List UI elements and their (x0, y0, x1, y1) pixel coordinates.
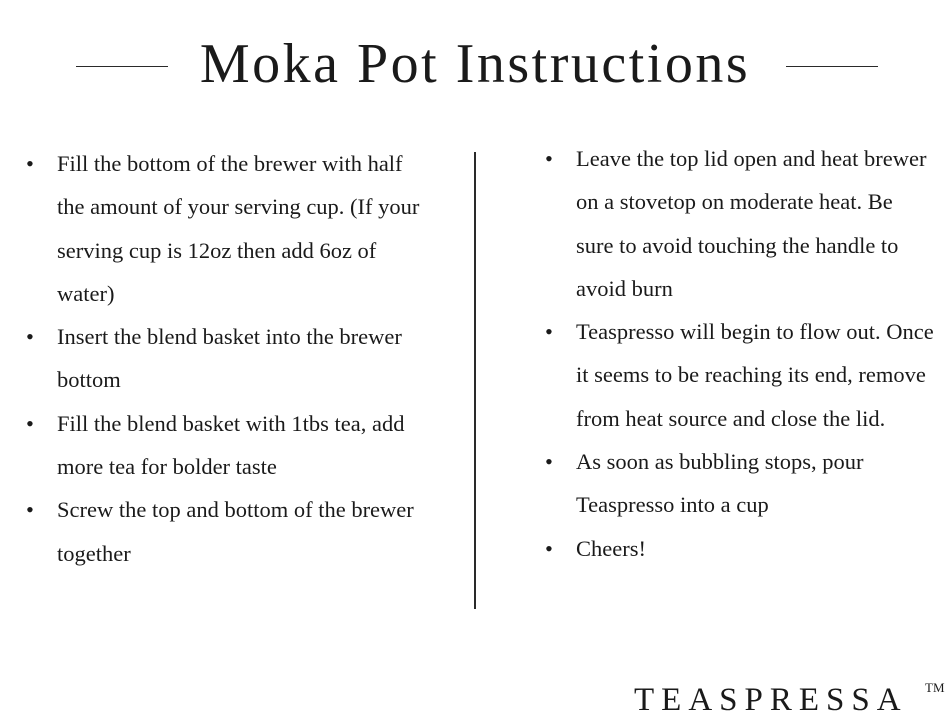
brand-logo-text: TEASPRESSA (634, 682, 908, 718)
column-divider (474, 152, 476, 609)
bullet-icon: • (545, 449, 553, 475)
instruction-step (26, 402, 426, 489)
instruction-step (545, 137, 935, 310)
bullet-icon: • (26, 324, 34, 350)
bullet-icon: • (545, 535, 553, 561)
bullet-icon: • (26, 151, 34, 176)
bullet-icon: • (26, 410, 34, 436)
title-rule-right (786, 66, 878, 67)
instruction-step (545, 310, 935, 440)
instruction-step (545, 527, 935, 570)
instruction-step-text: Leave the top lid open and heat brewer on a stovetop on moderate heat. Be sure to avoid touching the handle to avoid burn (576, 146, 927, 301)
bullet-icon: • (545, 319, 553, 345)
instruction-step-text: Screw the top and bottom of the brewer together (57, 497, 414, 566)
instructions-right-column (545, 137, 935, 570)
instruction-step (545, 440, 935, 527)
instruction-step (26, 488, 426, 575)
instruction-step-text: As soon as bubbling stops, pour Teaspresso into a cup (576, 449, 864, 518)
instruction-step (26, 315, 426, 402)
page-title: Moka Pot Instructions (199, 33, 751, 95)
instruction-step (26, 142, 426, 315)
instruction-step-text: Teaspresso will begin to flow out. Once it seems to be reaching its end, remove from heat source and close the lid. (576, 319, 934, 431)
instruction-step-text: Cheers! (576, 535, 646, 561)
instruction-step-text: Fill the bottom of the brewer with half the amount of your serving cup. (If your serving cup is 12oz then add 6oz of water) (57, 151, 420, 306)
bullet-icon: • (26, 497, 34, 523)
instruction-step-text: Insert the blend basket into the brewer bottom (57, 324, 402, 393)
instructions-left-column (26, 142, 426, 575)
trademark-mark: TM (925, 680, 945, 695)
instruction-step-text: Fill the blend basket with 1tbs tea, add more tea for bolder taste (57, 410, 405, 480)
bullet-icon: • (545, 146, 553, 171)
page-header (0, 28, 950, 100)
